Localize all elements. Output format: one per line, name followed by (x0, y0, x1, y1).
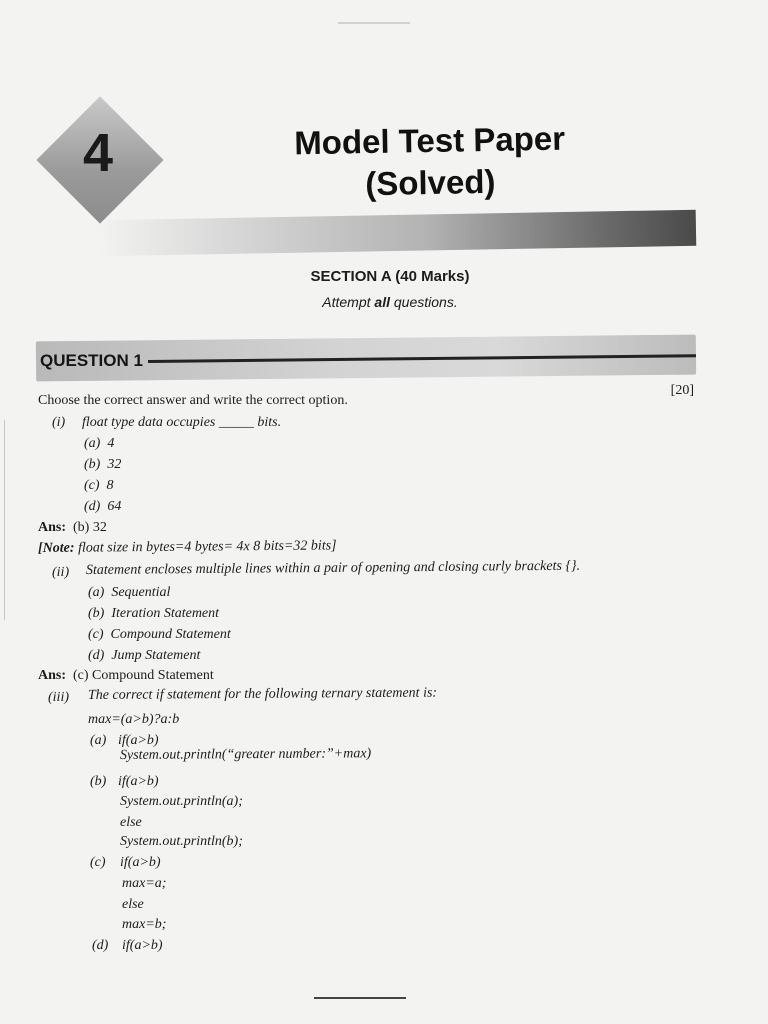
option-label: (d) (84, 499, 101, 514)
q2-option-a (88, 585, 170, 601)
q3-option-c-line1: if(a>b) (120, 855, 161, 870)
q1-stem-text: float type data occupies (82, 415, 216, 430)
footer-rule (314, 997, 406, 999)
title-gradient-band (96, 210, 697, 256)
question-instruction: Choose the correct answer and write the correct option. (38, 393, 348, 408)
section-heading: SECTION A (40 Marks) (310, 268, 470, 285)
q3-expression: max=(a>b)?a:b (88, 712, 180, 727)
option-label: (a) (84, 436, 101, 451)
q1-option-b (84, 457, 121, 473)
q3-option-a-line1: if(a>b) (118, 733, 159, 748)
q2-option-b (88, 606, 219, 622)
note-text: float size in bytes=4 bytes= 4x 8 bits=32 bits] (77, 538, 337, 556)
instruction-text-end: questions. (390, 294, 458, 310)
q1-note (38, 538, 337, 557)
question-label: QUESTION 1 (40, 351, 143, 370)
q3-option-c-label: (c) (90, 855, 106, 870)
q1-stem-end: bits. (257, 415, 282, 430)
q3-option-a-line2: System.out.println(“greater number:”+max) (119, 746, 372, 763)
q3-option-b-line1: if(a>b) (118, 774, 159, 789)
q3-option-b-line3: else (120, 815, 142, 830)
option-text: Compound Statement (110, 627, 231, 642)
answer-text: (b) 32 (73, 520, 107, 535)
option-label: (d) (88, 648, 105, 663)
q3-stem: The correct if statement for the following ternary statement is: (87, 685, 438, 703)
q2-option-c (88, 627, 231, 643)
q2-number: (ii) (52, 565, 70, 580)
q3-option-b-line2: System.out.println(a); (120, 794, 243, 809)
title-line-2: (Solved) (364, 162, 496, 203)
q3-number: (iii) (48, 690, 69, 705)
q3-option-c-line4: max=b; (122, 917, 167, 932)
option-label: (c) (88, 627, 104, 642)
q3-option-c-line3: else (122, 897, 144, 912)
q3-option-a-label: (a) (90, 733, 107, 748)
chapter-badge (36, 98, 164, 222)
q3-option-d-label: (d) (92, 938, 109, 953)
q3-option-c-line2: max=a; (122, 876, 167, 891)
page-title (249, 117, 610, 207)
option-label: (b) (88, 606, 105, 621)
option-label: (b) (84, 457, 101, 472)
q1-option-c (84, 478, 114, 494)
q3-option-b-label: (b) (90, 774, 107, 789)
q1-stem (82, 415, 281, 431)
instruction-text: Attempt (322, 294, 375, 310)
margin-line (4, 420, 5, 620)
q1-answer (38, 520, 107, 536)
q3-option-d-line1: if(a>b) (122, 938, 163, 953)
option-label: (c) (84, 478, 100, 493)
q3-option-b-line4: System.out.println(b); (120, 834, 243, 849)
option-text: Iteration Statement (111, 606, 220, 621)
q1-option-a (84, 436, 114, 452)
option-text: Sequential (111, 585, 171, 600)
option-text: 64 (107, 499, 122, 514)
option-text: Jump Statement (111, 648, 201, 663)
scan-smudge (338, 22, 410, 24)
chapter-number: 4 (82, 123, 114, 183)
note-label: [Note: (37, 540, 75, 556)
q2-stem: Statement encloses multiple lines within a pair of opening and closing curly brackets {}. (85, 558, 581, 578)
answer-label: Ans: (38, 668, 67, 683)
option-text: 8 (106, 478, 114, 493)
option-text: 4 (107, 436, 115, 451)
option-text: 32 (107, 457, 122, 472)
answer-label: Ans: (38, 520, 67, 535)
answer-text: (c) Compound Statement (73, 668, 214, 683)
q1-option-d (84, 499, 121, 515)
instruction-emphasis: all (374, 294, 390, 310)
q2-answer (38, 668, 214, 684)
q1-blank: _____ (218, 415, 254, 430)
section-instruction (200, 294, 580, 310)
q2-option-d (88, 648, 200, 664)
title-line-1: Model Test Paper (293, 119, 566, 162)
q1-number: (i) (52, 415, 66, 430)
question-marks: [20] (670, 383, 694, 398)
option-label: (a) (88, 585, 105, 600)
